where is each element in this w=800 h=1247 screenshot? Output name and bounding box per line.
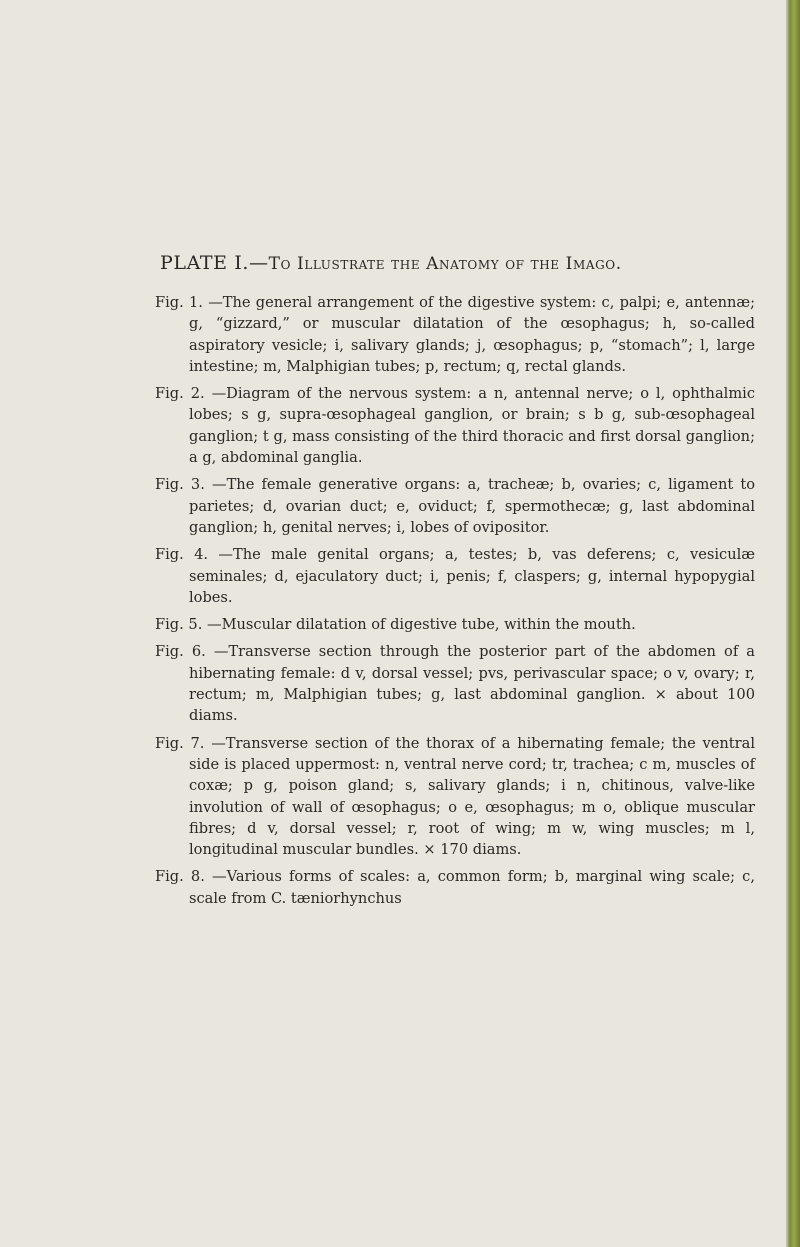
figure-caption-6 [155,641,755,726]
figure-text: —The general arrangement of the digestive system: c, palpi; e, antennæ; g, “gizzard,” or muscular dilatation of the œsophagus; h, so-called aspiratory vesicle; i, salivary glands; j, œsophagus; p, “stomach”; l, large intestine; m, Malphigian tubes; p, rectum; q, rectal glands. [189,294,756,375]
figure-label: Fig. 3. [155,476,205,494]
plate-title-prefix: PLATE I.— [160,252,269,274]
figure-caption-8 [155,866,755,909]
figure-label: Fig. 7. [155,734,205,752]
figure-label: Fig. 4. [155,546,209,564]
figure-caption-3 [155,474,755,538]
figure-text: —Transverse section through the posterior part of the abdomen of a hibernating female: d v, dorsal vessel; pvs, perivascular space; o v, ovary; r, rectum; m, Malphigian tubes; g, last abdominal ganglion. × about 100 diams. [189,643,755,725]
figure-caption-4 [155,544,755,608]
figure-captions [155,292,755,915]
figure-caption-2 [155,383,755,468]
figure-text: —Diagram of the nervous system: a n, antennal nerve; o l, ophthalmic lobes; s g, supra-œsophageal ganglion, or brain; s b g, sub-œsophageal ganglion; t g, mass consisting of the third thoracic and first dorsal ganglion; a g, abdominal ganglia. [189,385,756,467]
figure-text: —The male genital organs; a, testes; b, vas deferens; c, vesiculæ seminales; d, ejaculatory duct; i, penis; f, claspers; g, internal hypopygial lobes. [189,546,755,606]
figure-text: —The female generative organs: a, tracheæ; b, ovaries; c, ligament to parietes; d, ovarian duct; e, oviduct; f, spermothecæ; g, last abdominal ganglion; h, genital nerves; i, lobes of ovipositor. [189,476,755,536]
figure-text: —Various forms of scales: a, common form; b, marginal wing scale; c, scale from C. tæniorhynchus [189,868,755,907]
book-binding-edge [786,0,800,1247]
figure-text: —Transverse section of the thorax of a hibernating female; the ventral side is placed uppermost: n, ventral nerve cord; tr, trachea; c m, muscles of coxæ; p g, poison gland; s, salivary glands; i n, chitinous, valve-like involution of wall of œsophagus; o e, œsophagus; m o, oblique muscular fibres; d v, dorsal vessel; r, root of wing; m w, wing muscles; m l, longitudinal muscular bundles. × 170 diams. [189,734,756,859]
figure-caption-5 [155,614,755,635]
figure-label: Fig. 5. [155,616,203,634]
plate-heading [160,252,720,274]
figure-label: Fig. 6. [155,643,206,661]
plate-title-rest: To Illustrate the Anatomy of the Imago. [268,254,622,274]
figure-label: Fig. 2. [155,385,205,403]
figure-label: Fig. 1. [155,294,203,311]
figure-label: Fig. 8. [155,868,205,886]
figure-caption-7 [155,733,755,861]
figure-text: —Muscular dilatation of digestive tube, within the mouth. [206,616,636,634]
figure-caption-1 [155,292,755,377]
